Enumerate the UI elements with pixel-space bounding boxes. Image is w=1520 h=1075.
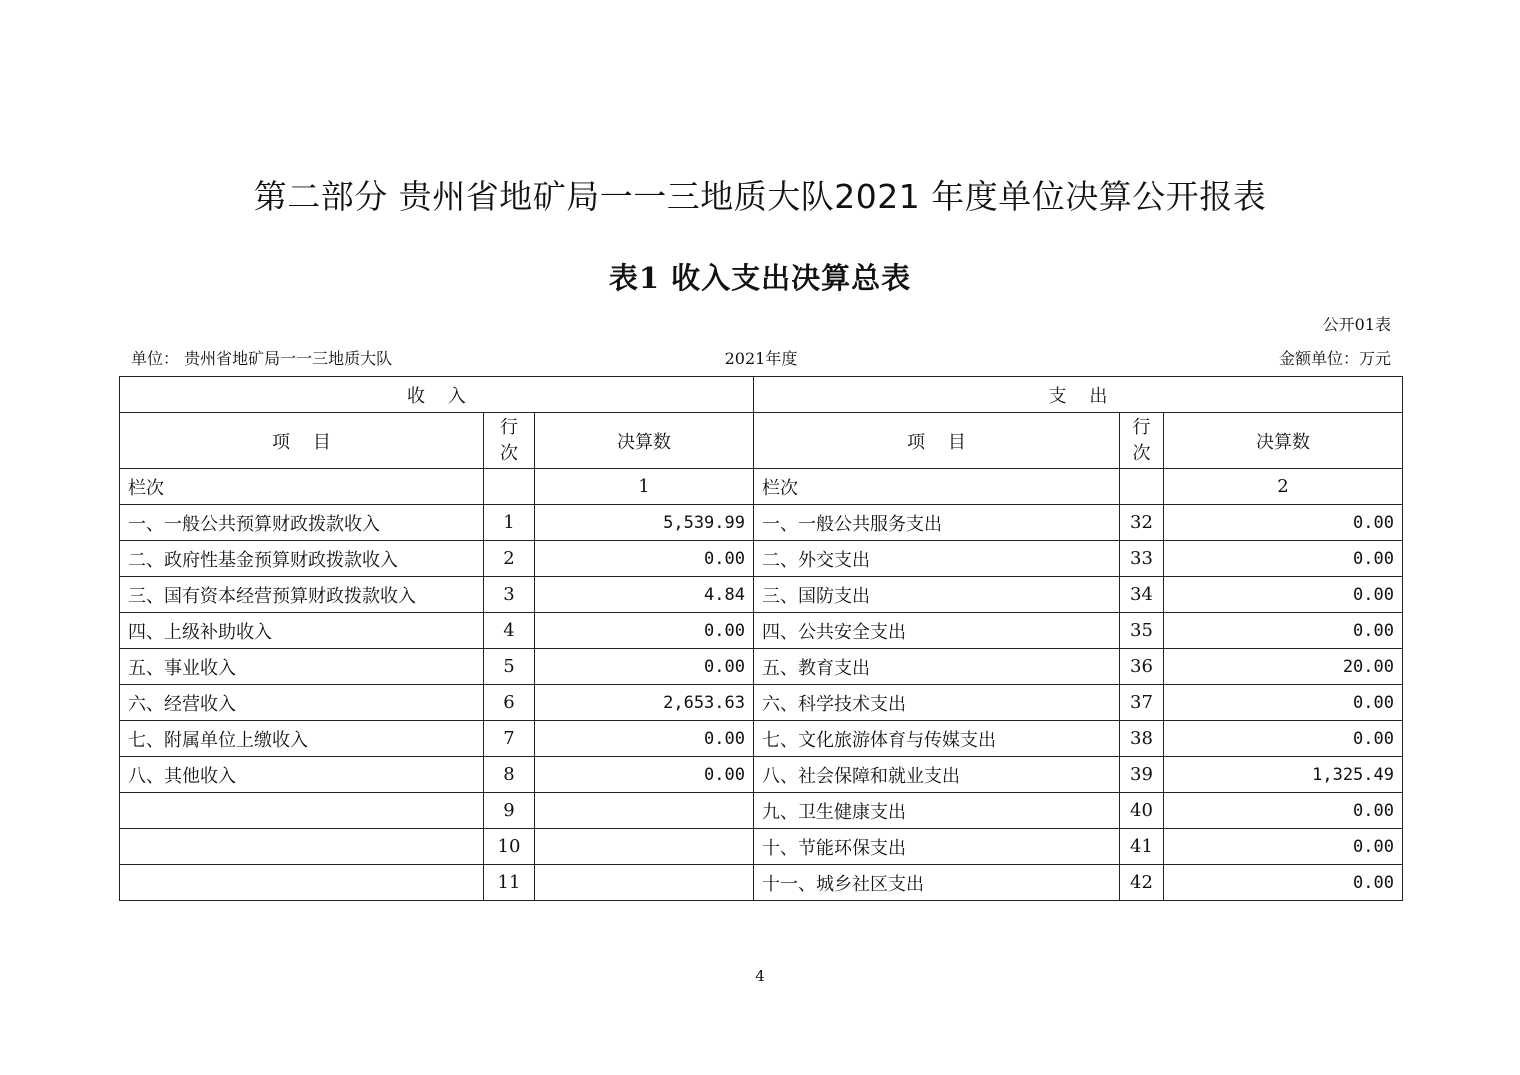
income-line-header-bottom: 次: [500, 442, 518, 464]
expense-amount-cell: 0.00: [1164, 685, 1403, 721]
expense-line-cell: 34: [1120, 577, 1164, 613]
column-number-left: 1: [535, 469, 754, 505]
table-row: [120, 829, 1403, 865]
income-amount-cell: 0.00: [535, 721, 754, 757]
expense-line-cell: 42: [1120, 865, 1164, 901]
expense-amount-cell: 20.00: [1164, 649, 1403, 685]
income-item-cell: [120, 865, 484, 901]
reporting-unit: 单位： 贵州省地矿局一一三地质大队: [131, 349, 393, 368]
expense-item-header: 项 目: [754, 413, 1120, 469]
table-row: [120, 685, 1403, 721]
expense-amount-cell: 0.00: [1164, 577, 1403, 613]
income-amount-cell: 0.00: [535, 649, 754, 685]
table-row: [120, 541, 1403, 577]
income-line-header: [484, 413, 535, 469]
expense-line-cell: 37: [1120, 685, 1164, 721]
expense-line-cell: 41: [1120, 829, 1164, 865]
income-amount-cell: [535, 793, 754, 829]
income-line-cell: 11: [484, 865, 535, 901]
income-amount-cell: [535, 865, 754, 901]
income-line-header-top: 行: [500, 416, 518, 438]
expense-amount-cell: 0.00: [1164, 793, 1403, 829]
expense-line-cell: 32: [1120, 505, 1164, 541]
expense-amount-cell: 0.00: [1164, 613, 1403, 649]
column-number-blank-right: [1120, 469, 1164, 505]
expense-item-cell: 二、外交支出: [754, 541, 1120, 577]
income-expense-table: [119, 376, 1403, 901]
table-row: [120, 649, 1403, 685]
income-line-cell: 7: [484, 721, 535, 757]
income-amount-header: 决算数: [535, 413, 754, 469]
page-title: 第二部分 贵州省地矿局一一三地质大队2021 年度单位决算公开报表: [253, 177, 1267, 216]
expense-amount-cell: 0.00: [1164, 541, 1403, 577]
table-row: [120, 613, 1403, 649]
expense-item-cell: 一、一般公共服务支出: [754, 505, 1120, 541]
expense-item-cell: 十一、城乡社区支出: [754, 865, 1120, 901]
income-section-header: 收 入: [120, 377, 754, 413]
income-amount-cell: 0.00: [535, 541, 754, 577]
income-line-cell: 8: [484, 757, 535, 793]
income-item-cell: [120, 793, 484, 829]
expense-line-cell: 35: [1120, 613, 1164, 649]
table-row: [120, 505, 1403, 541]
expense-item-cell: 六、科学技术支出: [754, 685, 1120, 721]
income-amount-cell: [535, 829, 754, 865]
expense-amount-cell: 0.00: [1164, 505, 1403, 541]
income-item-cell: 八、其他收入: [120, 757, 484, 793]
expense-amount-cell: 0.00: [1164, 829, 1403, 865]
income-amount-cell: 0.00: [535, 757, 754, 793]
table-row: [120, 757, 1403, 793]
expense-line-header: [1120, 413, 1164, 469]
income-item-cell: 一、一般公共预算财政拨款收入: [120, 505, 484, 541]
income-line-cell: 3: [484, 577, 535, 613]
table-title: 表1 收入支出决算总表: [608, 261, 912, 295]
column-number-label-left: 栏次: [120, 469, 484, 505]
expense-item-cell: 十、节能环保支出: [754, 829, 1120, 865]
expense-section-header: 支 出: [754, 377, 1403, 413]
expense-item-cell: 八、社会保障和就业支出: [754, 757, 1120, 793]
income-item-cell: 六、经营收入: [120, 685, 484, 721]
expense-line-cell: 33: [1120, 541, 1164, 577]
table-meta-row: [131, 346, 1391, 368]
expense-line-header-top: 行: [1132, 416, 1151, 438]
income-line-cell: 10: [484, 829, 535, 865]
expense-item-cell: 七、文化旅游体育与传媒支出: [754, 721, 1120, 757]
fiscal-year: 2021年度: [724, 349, 798, 368]
income-line-cell: 4: [484, 613, 535, 649]
table-row: [120, 721, 1403, 757]
income-line-cell: 5: [484, 649, 535, 685]
expense-line-cell: 40: [1120, 793, 1164, 829]
section-header-row: [120, 377, 1403, 413]
expense-line-cell: 38: [1120, 721, 1164, 757]
expense-line-cell: 39: [1120, 757, 1164, 793]
expense-line-header-bottom: 次: [1132, 442, 1151, 464]
income-item-cell: 四、上级补助收入: [120, 613, 484, 649]
income-item-cell: 三、国有资本经营预算财政拨款收入: [120, 577, 484, 613]
expense-item-cell: 四、公共安全支出: [754, 613, 1120, 649]
table-row: [120, 577, 1403, 613]
income-line-cell: 1: [484, 505, 535, 541]
income-item-cell: [120, 829, 484, 865]
expense-line-cell: 36: [1120, 649, 1164, 685]
income-line-cell: 2: [484, 541, 535, 577]
income-item-cell: 七、附属单位上缴收入: [120, 721, 484, 757]
column-number-right: 2: [1164, 469, 1403, 505]
income-item-header: 项 目: [120, 413, 484, 469]
column-number-label-right: 栏次: [754, 469, 1120, 505]
currency-unit: 金额单位：万元: [1278, 349, 1391, 368]
expense-amount-cell: 1,325.49: [1164, 757, 1403, 793]
column-number-row: [120, 469, 1403, 505]
income-amount-cell: 5,539.99: [535, 505, 754, 541]
table-row: [120, 793, 1403, 829]
income-line-cell: 6: [484, 685, 535, 721]
form-code: 公开01表: [1322, 315, 1391, 334]
income-amount-cell: 4.84: [535, 577, 754, 613]
column-number-blank-left: [484, 469, 535, 505]
page-number: 4: [755, 967, 765, 985]
expense-item-cell: 三、国防支出: [754, 577, 1120, 613]
expense-amount-cell: 0.00: [1164, 721, 1403, 757]
expense-item-cell: 九、卫生健康支出: [754, 793, 1120, 829]
expense-amount-header: 决算数: [1164, 413, 1403, 469]
table-row: [120, 865, 1403, 901]
expense-item-cell: 五、教育支出: [754, 649, 1120, 685]
income-item-cell: 五、事业收入: [120, 649, 484, 685]
expense-amount-cell: 0.00: [1164, 865, 1403, 901]
income-line-cell: 9: [484, 793, 535, 829]
column-header-row: [120, 413, 1403, 469]
income-amount-cell: 2,653.63: [535, 685, 754, 721]
income-item-cell: 二、政府性基金预算财政拨款收入: [120, 541, 484, 577]
income-amount-cell: 0.00: [535, 613, 754, 649]
